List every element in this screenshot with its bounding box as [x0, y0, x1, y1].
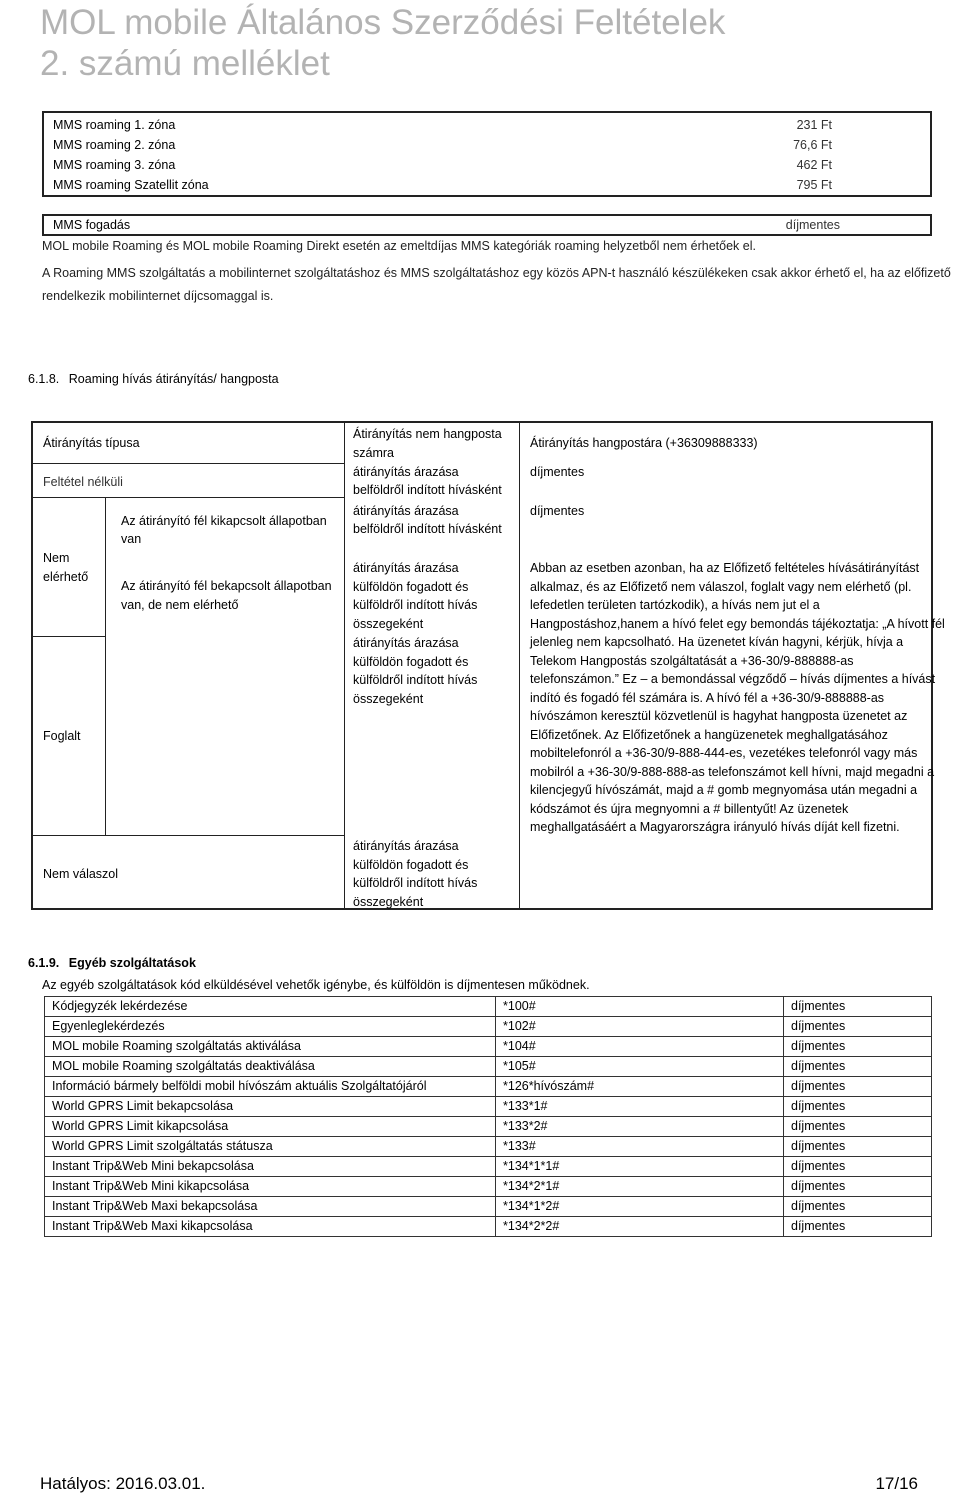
table-row [45, 1197, 932, 1217]
mms-receive-box: MMS fogadás díjmentes [42, 214, 932, 236]
switched-on-desc: Az átirányító fél bekapcsolt állapotban [121, 579, 332, 593]
service-price: díjmentes [784, 1057, 932, 1077]
service-price: díjmentes [784, 1077, 932, 1097]
service-name: World GPRS Limit bekapcsolása [45, 1097, 496, 1117]
service-price: díjmentes [784, 997, 932, 1017]
table-row [45, 1037, 932, 1057]
service-price: díjmentes [784, 1217, 932, 1237]
table-row [45, 1077, 932, 1097]
mms-roaming-box [42, 111, 932, 197]
col-header-voicemail: Átirányítás hangpostára (+36309888333) [530, 436, 758, 450]
service-name: World GPRS Limit kikapcsolása [45, 1117, 496, 1137]
service-code: *100# [496, 997, 784, 1017]
table-row [45, 1057, 932, 1077]
section-heading-618: 6.1.8. Roaming hívás átirányítás/ hangposta [28, 372, 279, 386]
table-row [45, 1117, 932, 1137]
mms-roaming-row: MMS roaming 1. zóna 231 Ft [53, 118, 832, 132]
footer-page-number: 17/16 [875, 1474, 918, 1493]
service-name: Egyenleglekérdezés [45, 1017, 496, 1037]
divider [344, 423, 345, 908]
mms-roaming-row: MMS roaming Szatellit zóna 795 Ft [53, 178, 832, 192]
service-price: díjmentes [784, 1157, 932, 1177]
divider [105, 497, 106, 835]
service-code: *104# [496, 1037, 784, 1057]
service-price: díjmentes [784, 1097, 932, 1117]
no-answer-price: átirányítás árazása külföldön fogadott és külföldről indított hívás összegeként [353, 839, 478, 909]
row-label-unreachable: Nem [43, 551, 70, 565]
switched-off-desc: Az átirányító fél kikapcsolt állapotban [121, 514, 327, 528]
mms-roaming-row: MMS roaming 3. zóna 462 Ft [53, 158, 832, 172]
services-intro: Az egyéb szolgáltatások kód elküldésével vehetők igénybe, és külföldön is díjmentesen működnek. [42, 978, 590, 992]
service-price: díjmentes [784, 1177, 932, 1197]
row-label-busy: Foglalt [43, 729, 81, 743]
page-subtitle: 2. számú melléklet [40, 44, 330, 83]
col-header-type: Átirányítás típusa [43, 436, 140, 450]
table-row [45, 1097, 932, 1117]
service-name: Információ bármely belföldi mobil hívószám aktuális Szolgáltatójáról [45, 1077, 496, 1097]
table-row [45, 1177, 932, 1197]
service-code: *126*hívószám# [496, 1077, 784, 1097]
divider [519, 423, 520, 908]
service-name: Kódjegyzék lekérdezése [45, 997, 496, 1017]
service-price: díjmentes [784, 1037, 932, 1057]
voicemail-note: Abban az esetben azonban, ha az Előfizető feltételes hívásátirányítást alkalmaz, és az Előfizető nem válaszol, foglalt vagy nem elérhető (pl. lefedetlen területen tartózkodik), a hívás nem jut el a Hangpostáshoz,hanem a hívó felet egy bemondás tájékoztatja: „A hívott fél jelenleg nem kapcsolható. Ha üzenetet kíván hagyni, kérjük, hívja a Telekom Hangpostás szolgáltatását a +36-30/9-888888-as telefonszámon.” Ez – a bemondással végződő – hívás díjmentes a hívást indító és fogadó fél számára is. A hívó fél a +36-30/9-888888-as hívószámon keresztül közvetlenül is hagyhat hangposta üzenetet az Előfizetőnek. Az Előfizetőnek a hangüzenetek meghallgatásához mobiltelefonról a +36-30/9-888-444-es, vezetékes telefonról vagy más mobilról a +36-30/9-888-888-as telefonszámot kell hívni, majd megadni a kilencjegyű hívószámát, majd a # gomb megnyomása után megadni a kódszámot és újra megnyomni a # billentyűt! Az üzenetek meghallgatásáért a Magyarországra irányuló hívás díját kell fizetni. [530, 561, 945, 834]
service-code: *102# [496, 1017, 784, 1037]
col-header-non-voicemail: Átirányítás nem hangposta [353, 427, 502, 441]
service-name: Instant Trip&Web Mini bekapcsolása [45, 1157, 496, 1177]
switched-on-price: átirányítás árazása külföldön fogadott és külföldről indított hívás összegeként [353, 561, 478, 631]
divider [33, 636, 105, 637]
footer-effective-date: Hatályos: 2016.03.01. [40, 1474, 206, 1493]
service-price: díjmentes [784, 1197, 932, 1217]
service-code: *133*1# [496, 1097, 784, 1117]
service-code: *134*2*2# [496, 1217, 784, 1237]
mms-roaming-row: MMS roaming 2. zóna 76,6 Ft [53, 138, 832, 152]
note-apn-line2: rendelkezik mobilinternet díjcsomaggal is. [42, 289, 274, 303]
service-code: *105# [496, 1057, 784, 1077]
note-emeltdijas: MOL mobile Roaming és MOL mobile Roaming Direkt esetén az emeltdíjas MMS kategóriák roaming helyzetből nem érhetőek el. [42, 239, 756, 253]
service-code: *134*1*2# [496, 1197, 784, 1217]
service-price: díjmentes [784, 1117, 932, 1137]
table-row [45, 1157, 932, 1177]
services-table-body [45, 997, 932, 1237]
service-name: MOL mobile Roaming szolgáltatás aktiválása [45, 1037, 496, 1057]
divider [33, 835, 344, 836]
service-price: díjmentes [784, 1137, 932, 1157]
divider [33, 463, 344, 464]
row-label-unconditional: Feltétel nélküli [43, 475, 123, 489]
service-code: *134*1*1# [496, 1157, 784, 1177]
services-table [44, 996, 932, 1237]
table-row [45, 1137, 932, 1157]
col-header-non-voicemail: számra [353, 446, 394, 460]
note-apn-line1: A Roaming MMS szolgáltatás a mobilinternet szolgáltatáshoz és MMS szolgáltatáshoz egy közös APN-t használó készülékeken csak akkor érhető el, ha az előfizető [42, 266, 951, 280]
service-code: *134*2*1# [496, 1177, 784, 1197]
divider [33, 497, 344, 498]
row-label-no-answer: Nem válaszol [43, 867, 119, 881]
service-name: Instant Trip&Web Mini kikapcsolása [45, 1177, 496, 1197]
service-name: Instant Trip&Web Maxi bekapcsolása [45, 1197, 496, 1217]
service-code: *133*2# [496, 1117, 784, 1137]
section-heading-619: 6.1.9. Egyéb szolgáltatások [28, 956, 196, 970]
table-row [45, 1217, 932, 1237]
service-name: World GPRS Limit szolgáltatás státusza [45, 1137, 496, 1157]
forwarding-table: Átirányítás típusa Átirányítás nem hangposta számra Átirányítás hangpostára (+36309888333) Feltétel nélküli átirányítás árazása belföldről indított hívásként díjmentes Nem elérhető Az átirányító fél kikapcsolt állapotban van átirányítás árazása belföldről indított hívásként díjmentes Az átirányító fél bekapcsolt állapotban van, de nem elérhető átirányítás árazása külföldön fogadott és külföldről indított hívás összegeként Foglalt átirányítás árazása külföldön fogadott és külföldről indított hívás összegeként Nem válaszol átirányítás árazása külföldön fogadott és külföldről indított hívás összegeként Abban az esetben azonban, ha az Előfizető feltételes hívásátirányítást alkalmaz, és az Előfizető nem válaszol, foglalt vagy nem elérhető (pl. lefedetlen területen tartózkodik), a hívás nem jut el a Hangpostáshoz,hanem a hívó felet egy bemondás tájékoztatja: „A hívott fél jelenleg nem kapcsolható. Ha üzenetet kíván hagyni, kérjük, hívja a Telekom Hangpostás szolgáltatását a +36-30/9-888888-as telefonszámon.” Ez – a bemondással végződő – hívás díjmentes a hívást indító és fogadó fél számára is. A hívó fél a +36-30/9-888888-as hívószámon keresztül közvetlenül is hagyhat hangposta üzenetet az Előfizetőnek. Az Előfizetőnek a hangüzenetek meghallgatásához mobiltelefonról a +36-30/9-888-444-es, vezetékes telefonról vagy más mobilról a +36-30/9-888-888-as telefonszámot kell hívni, majd megadni a kilencjegyű hívószámát, majd a # gomb megnyomása után megadni a kódszámot és újra megnyomni a # billentyűt! Az üzenetek meghallgatásáért a Magyarországra irányuló hívás díját kell fizetni. [31, 421, 933, 910]
page-title: MOL mobile Általános Szerződési Feltételek [40, 3, 726, 42]
service-code: *133# [496, 1137, 784, 1157]
service-name: Instant Trip&Web Maxi kikapcsolása [45, 1217, 496, 1237]
table-row [45, 997, 932, 1017]
service-name: MOL mobile Roaming szolgáltatás deaktiválása [45, 1057, 496, 1077]
table-row [45, 1017, 932, 1037]
service-price: díjmentes [784, 1017, 932, 1037]
busy-price: átirányítás árazása külföldön fogadott és külföldről indított hívás összegeként [353, 636, 478, 706]
